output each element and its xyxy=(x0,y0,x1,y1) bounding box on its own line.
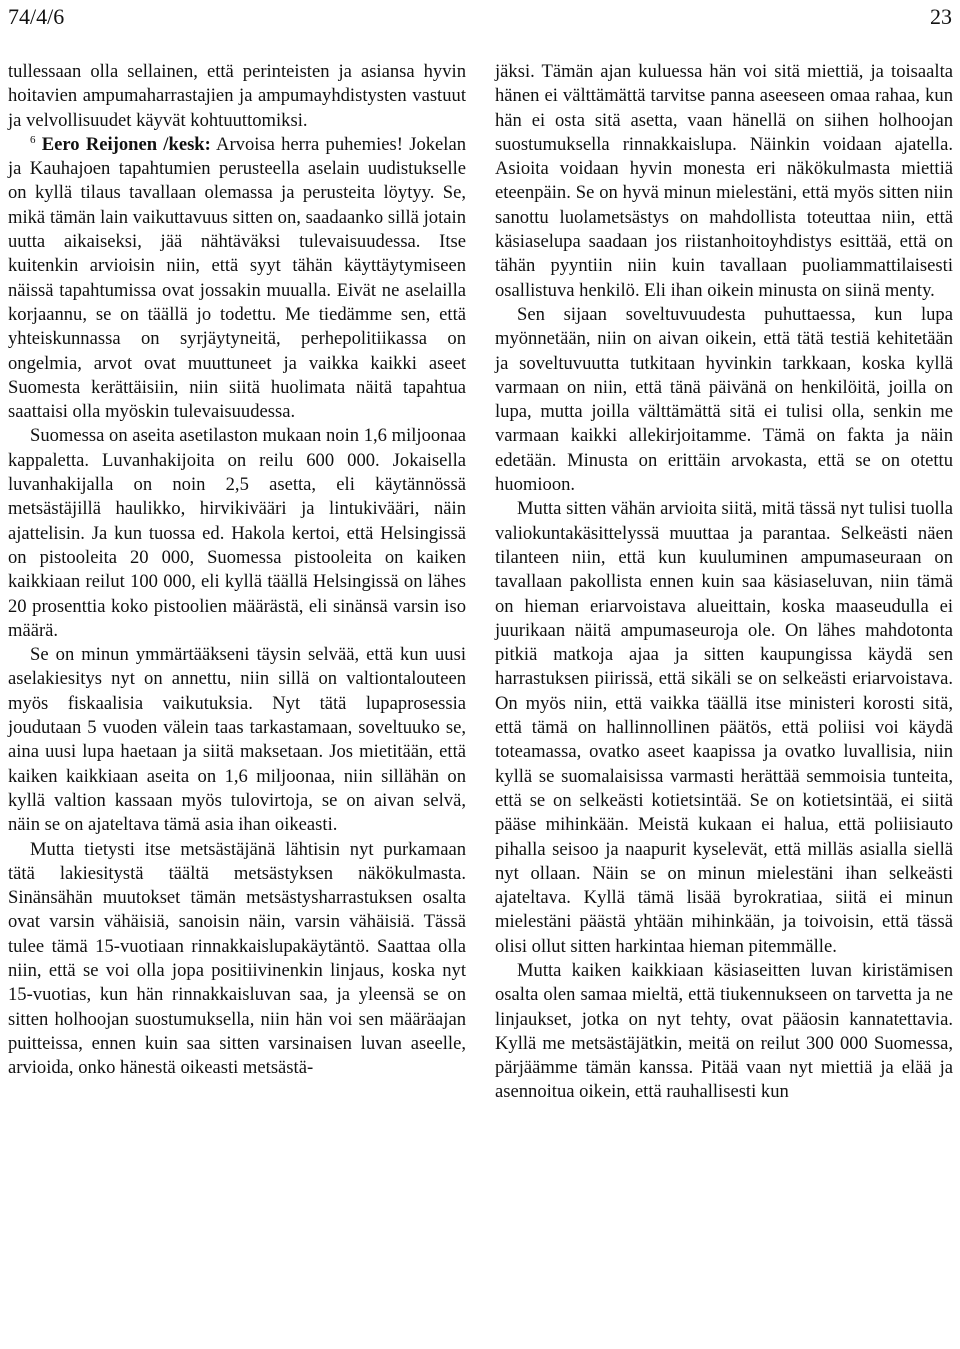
paragraph: Suomessa on aseita asetilaston mukaan noin 1,6 miljoonaa kappaletta. Luvanhakijoita on reilu 600 000. Jokaisella luvanhakijalla on noin 2,5 asetta, eli käytännössä metsästäjillä haulikko, hirvikivääri ja lintukivääri, näin ajattelisin. Ja kun tuossa ed. Hakola kertoi, että Helsingissä on pistooleita 20 000, Suomessa pistooleita on kaiken kaikkiaan reilut 100 000, eli kyllä täällä Helsingissä on lähes 20 prosenttia koko pistoolien määrästä, eli sinänsä varsin iso määrä. xyxy=(8,425,466,641)
paragraph: Sen sijaan soveltuvuudesta puhuttaessa, kun lupa myönnetään, niin on aivan oikein, että tätä testiä kehitetään ja soveltuvuutta tutkitaan hyvinkin tarkkaan, koska kyllä varmaan on niin, että tänä päivänä on henkilöitä, joilla on lupa, mutta joilla välttämättä sitä ei tulisi olla, senkin me varmaan kaikki allekirjoitamme. Tämä on fakta ja näin edetään. Minusta on erittäin arvokasta, että se on otettu huomioon. xyxy=(495,303,953,496)
document-reference: 74/4/6 xyxy=(8,4,65,29)
speaker-name: Eero Reijonen /kesk: xyxy=(41,133,211,155)
page-header xyxy=(0,0,960,40)
paragraph: jäksi. Tämän ajan kuluessa hän voi sitä miettiä, ja toisaalta hänen ei välttämättä tarvitse panna aseeseen omaa rahaa, kun hän ei osta sitä asetta, vaan hänellä on siihen holhoojan suostumuksella rinnakkaislupa. Näinkin voidaan ajatella. Asioita voidaan hyvin monesta eri näkökulmasta miettiä eteenpäin. Se on hyvä minun mielestäni, että myös sitten niin sanottu luolametsästys on mahdollista toteuttaa niin, että käsiaselupa saadaan jos riistanhoitoyhdistys esittää, että on tähän pyyntiin niin kuin tavallaan puoliammattilaisesti osallistuva henkilö. Eli ihan oikein minusta on siinä menty. xyxy=(495,61,953,301)
speech-number: 6 xyxy=(30,133,36,146)
paragraph: Se on minun ymmärtääkseni täysin selvää, että kun uusi aselakiesitys nyt on annettu, niin sillä on valtiontalouteen myös fiskaalisia vaikutuksia. Nyt tätä lupaprosessia joudutaan 5 vuoden välein taas tarkastamaan, soveltuuko se, aina uusi lupa haetaan ja siitä maksetaan. Jos mietitään, että kaiken kaikkiaan aseita on 1,6 miljoonaa, niin sillähän on kyllä valtion kassaan myös tulovirtoja, se on aivan selvä, näin se on ajateltava tämä asia ihan oikeasti. xyxy=(8,644,466,836)
paragraph: Mutta sitten vähän arvioita siitä, mitä tässä nyt tulisi tuolla valiokuntakäsittelyssä muuttaa ja parantaa. Selkeästi näen tilanteen niin, että kun kuuluminen ampumaseuraan on tavallaan pakollista ennen kuin saa käsiaseluvan, niin tämä on hieman eriarvoistava alueittain, koska maaseudulla ei juurikaan näitä ampumaseuroja ole. On lähes mahdotonta pitkiä matkoja ajaa ja sitten kaupungissa käydä sen harrastuksen piirissä, että sikäli se on selkeästi eriarvoistava. On myös niin, että vaikka täällä itse ministeri korosti sitä, että tämä on hallinnollinen päätös, että poliisi voi käydä toteamassa, ovatko aseet kaapissa ja ovatko luvallisia, niin kyllä se suomalaisissa varmasti herättää semmoisia tunteita, että se on selkeästi kotietsintää. Se on kotietsintää, ei siitä pääse mihinkään. Meistä kukaan ei halua, että poliisiauto pihalla seisoo ja naapurit kyselevät, että milläs asialla siellä nyt ollaan. Näin se on minun mielestäni ihan selkeästi ajateltava. Kyllä tämä lisää byrokratiaa, siitä ei minun mielestäni päästä yhtään mihinkään, ja toivoisin, että tässä olisi ollut sitten harkintaa hieman pitemmälle. xyxy=(495,498,953,957)
speech-paragraph xyxy=(8,133,466,425)
paragraph: Mutta kaiken kaikkiaan käsiaseitten luvan kiristämisen osalta olen samaa mieltä, että tiukennukseen on tarvetta ja ne linjaukset, jotka on nyt tehty, ovat pääosin kannatettavia. Kyllä me metsästäjätkin, meitä on reilut 300 000 Suomessa, pärjäämme tämän kanssa. Pitää vaan nyt miettiä ja elää ja asennoitua oikein, että rauhallisesti kun xyxy=(495,959,953,1103)
paragraph: Mutta tietysti itse metsästäjänä lähtisin nyt purkamaan tätä lakiesitystä täältä metsästyksen näkökulmasta. Sinänsähän muutokset tämän metsästysharrastuksen osalta ovat varsin vähäisiä, sanoisin näin, varsin vähäisiä. Tässä tulee tämä 15-vuotiaan rinnakkaislupakäytäntö. Saattaa olla niin, että se voi olla jopa positiivinenkin linjaus, koska nyt 15-vuotias, kun hän rinnakkaisluvan saa, ja yleensä se on sitten holhoojan suostumuksella, niin hän voi sen määräajan puitteissa, ennen kuin saa sitten varsinaisen luvan aseelle, arvioida, onko hänestä oikeasti metsästä- xyxy=(8,838,466,1079)
left-column xyxy=(8,60,466,1080)
speech-text: Arvoisa herra puhemies! Jokelan ja Kauhajoen tapahtumien perusteella aselain uudistukselle on kyllä tilaus tavallaan olemassa ja perusteita löytyy. Se, mikä tämän lain vaikuttavuus sitten on, saadaanko sillä jotain uutta aikaiseksi, jää nähtäväksi tulevaisuudessa. Itse kuitenkin arvioisin niin, että syyt tähän käyttäytymiseen näissä tapahtumissa ovat jossakin muualla. Eivät ne aselailla korjaannu, se on täällä jo todettu. Me tiedämme sen, että yhteiskunnassa on syrjäytyneitä, perhepolitiikassa on ongelmia, arvot ovat muuttuneet ja vaikka kaikki aseet Suomesta kerättäisiin, niin siitä huolimata näitä tapahtua saattaisi olla myöskin tulevaisuudessa. xyxy=(8,133,467,423)
right-column xyxy=(495,60,953,1105)
paragraph: tullessaan olla sellainen, että perinteisten ja asiansa hyvin hoitavien ampumaharrastajien ja ampumayhdistysten vastuut ja velvollisuudet käyvät kohtuuttomiksi. xyxy=(8,61,466,131)
page-number: 23 xyxy=(930,4,952,29)
